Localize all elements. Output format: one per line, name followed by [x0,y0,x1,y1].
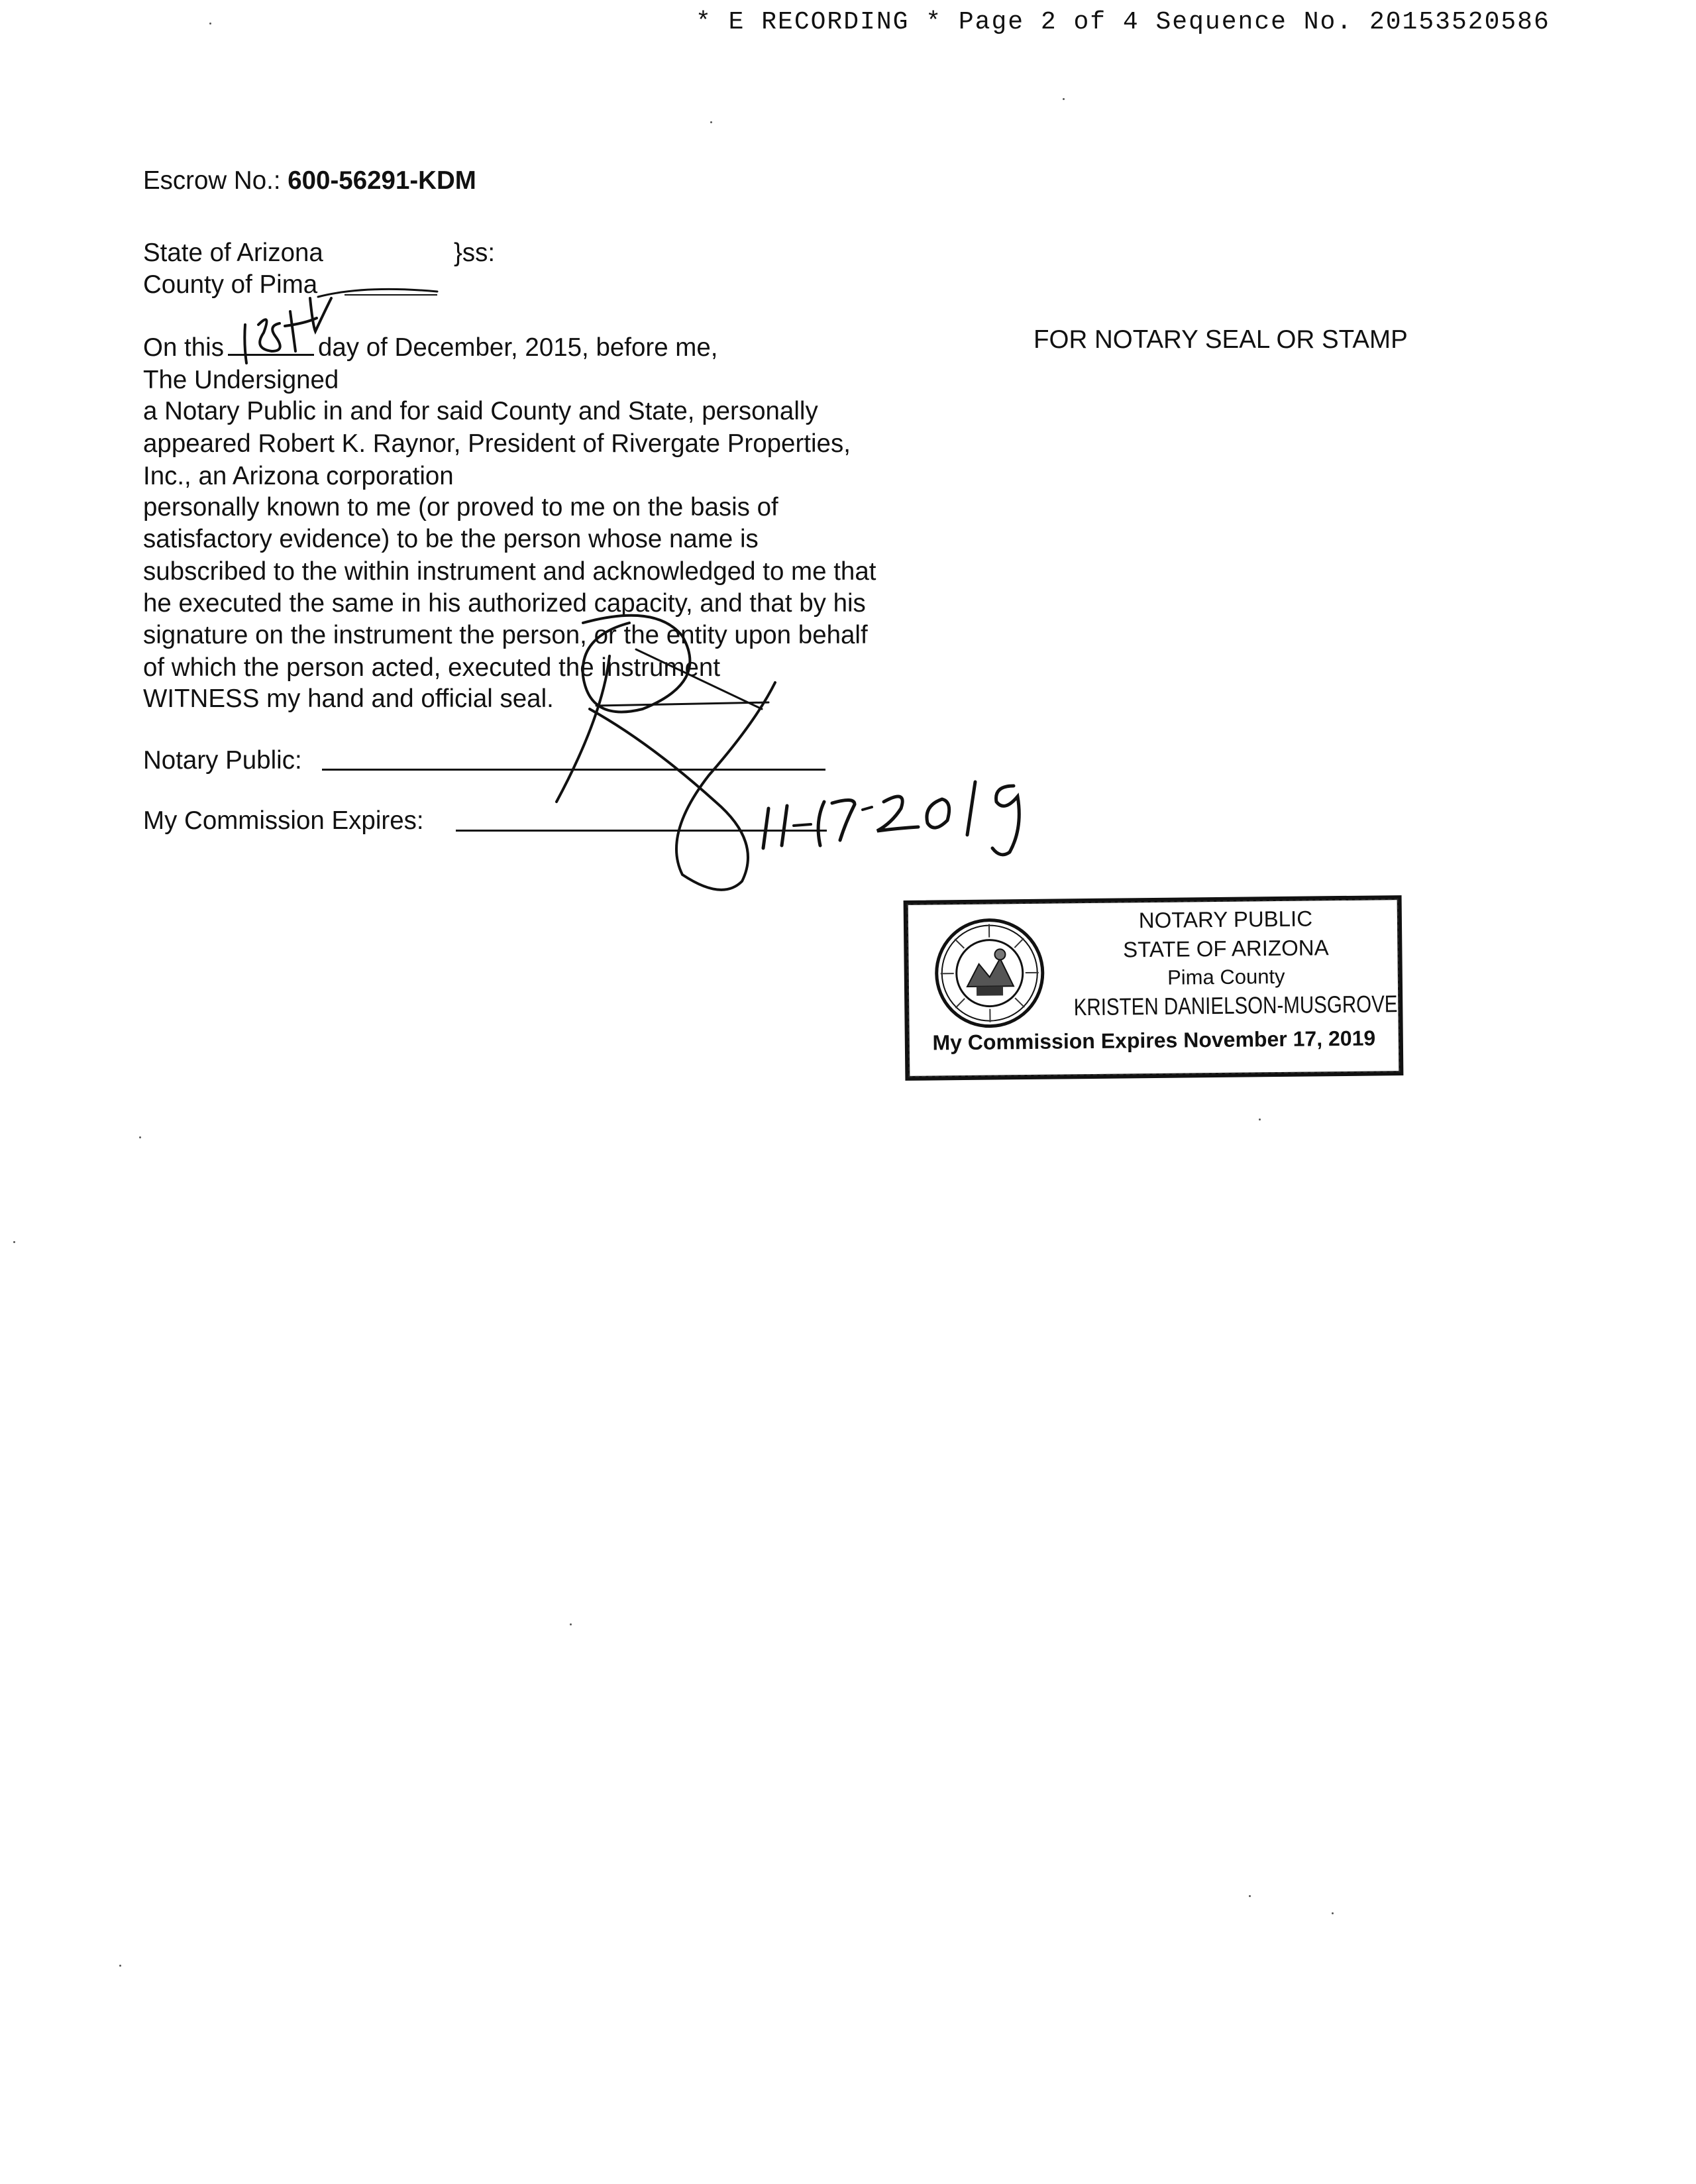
date-suffix: day of December, 2015, before me, [317,333,718,362]
ack-body-line: Inc., an Arizona corporation [143,462,454,490]
ack-body-line: subscribed to the within instrument and acknowledged to me that [143,557,876,586]
commission-expires-label: My Commission Expires: [143,806,424,835]
scan-speck [119,1965,121,1967]
notary-public-label: Notary Public: [143,746,302,775]
date-prefix: On this [143,333,224,362]
acknowledgment-line-1 [143,331,718,364]
ack-body-line: appeared Robert K. Raynor, President of Rivergate Properties, [143,429,851,458]
stamp-notary-name: KRISTEN DANIELSON-MUSGROVE [1073,990,1398,1021]
ack-body-line: signature on the instrument the person, or the entity upon behalf [143,621,868,649]
seal-area-label: FOR NOTARY SEAL OR STAMP [1034,325,1408,354]
day-blank [228,331,314,356]
ack-body-line: he executed the same in his authorized capacity, and that by his [143,589,866,618]
recording-header: * E RECORDING * Page 2 of 4 Sequence No. 20153520586 [696,8,1550,36]
venue-county: County of Pima [143,270,318,299]
county-flourish [311,278,444,305]
handwritten-expiry-date [755,762,1067,861]
commission-expires-line [456,830,827,832]
stamp-state: STATE OF ARIZONA [1122,935,1329,962]
scan-speck [13,1241,15,1243]
ack-body-line: satisfactory evidence) to be the person whose name is [143,525,759,553]
notary-signature-line [322,769,825,771]
venue-state: State of Arizona [143,239,323,267]
ack-body-line: a Notary Public in and for said County and State, personally [143,397,818,425]
officer-name: The Undersigned [143,366,339,394]
scan-speck [1063,98,1065,100]
escrow-line [143,164,476,197]
ack-body-line: personally known to me (or proved to me on the basis of [143,493,778,521]
stamp-county: Pima County [1167,964,1285,989]
scan-speck [570,1623,572,1625]
stamp-title: NOTARY PUBLIC [1138,906,1313,933]
scan-speck [710,121,712,123]
scan-speck [139,1136,141,1138]
stamp-expiry: My Commission Expires November 17, 2019 [932,1026,1376,1055]
escrow-number: 600-56291-KDM [288,166,476,195]
notary-stamp [904,895,1404,1081]
scan-speck [209,23,211,25]
escrow-label: Escrow No.: [143,166,281,195]
ack-body-line: WITNESS my hand and official seal. [143,684,554,713]
scan-speck [1332,1912,1334,1914]
county-underline [344,294,437,296]
ack-body-line: of which the person acted, executed the instrument [143,653,721,682]
scan-speck [1259,1119,1261,1120]
scan-speck [1249,1895,1251,1897]
venue-ss: }ss: [454,239,496,267]
